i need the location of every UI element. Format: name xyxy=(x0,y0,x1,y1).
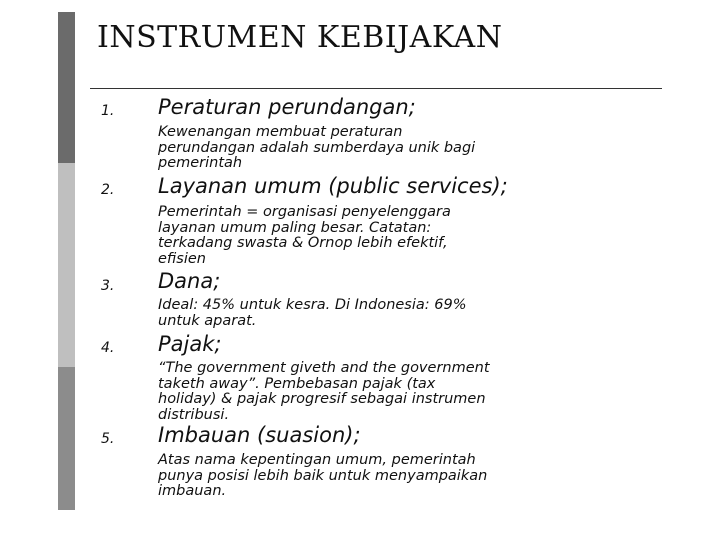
item-number: 1. xyxy=(101,103,115,119)
item-heading: Peraturan perundangan; xyxy=(158,95,416,119)
item-description-line: distribusi. xyxy=(158,406,230,423)
item-heading: Pajak; xyxy=(158,332,222,356)
item-number: 2. xyxy=(101,182,115,198)
item-description xyxy=(158,361,658,423)
item-description-line: punya posisi lebih baik untuk menyampaikan xyxy=(158,467,488,484)
item-description xyxy=(158,298,658,329)
item-description-line: untuk aparat. xyxy=(158,312,257,329)
item-description xyxy=(158,205,658,267)
item-description-line: holiday) & pajak progresif sebagai instrumen xyxy=(158,391,486,407)
item-number: 3. xyxy=(101,278,115,294)
item-description-line: layanan umum paling besar. Catatan: xyxy=(158,219,432,236)
page-title: INSTRUMEN KEBIJAKAN xyxy=(97,20,503,55)
item-number: 5. xyxy=(101,431,115,447)
item-heading: Dana; xyxy=(158,269,221,293)
item-description-line: efisien xyxy=(158,250,206,267)
item-heading: Layanan umum (public services); xyxy=(158,174,508,198)
item-description-line: terkadang swasta & Ornop lebih efektif, xyxy=(158,235,448,251)
item-description-line: perundangan adalah sumberdaya unik bagi xyxy=(158,139,476,156)
item-description xyxy=(158,453,658,500)
item-description-line: Pemerintah = organisasi penyelenggara xyxy=(158,204,451,220)
item-description-line: Atas nama kepentingan umum, pemerintah xyxy=(158,452,476,468)
item-number: 4. xyxy=(101,340,115,356)
item-description xyxy=(158,125,658,172)
item-description-line: Ideal: 45% untuk kesra. Di Indonesia: 69% xyxy=(158,297,467,313)
item-description-line: taketh away”. Pembebasan pajak (tax xyxy=(158,375,436,392)
item-description-line: imbauan. xyxy=(158,483,227,499)
item-description-line: “The government giveth and the government xyxy=(158,360,490,376)
item-description-line: Kewenangan membuat peraturan xyxy=(158,124,403,140)
item-heading: Imbauan (suasion); xyxy=(158,423,361,447)
item-description-line: pemerintah xyxy=(158,155,243,171)
